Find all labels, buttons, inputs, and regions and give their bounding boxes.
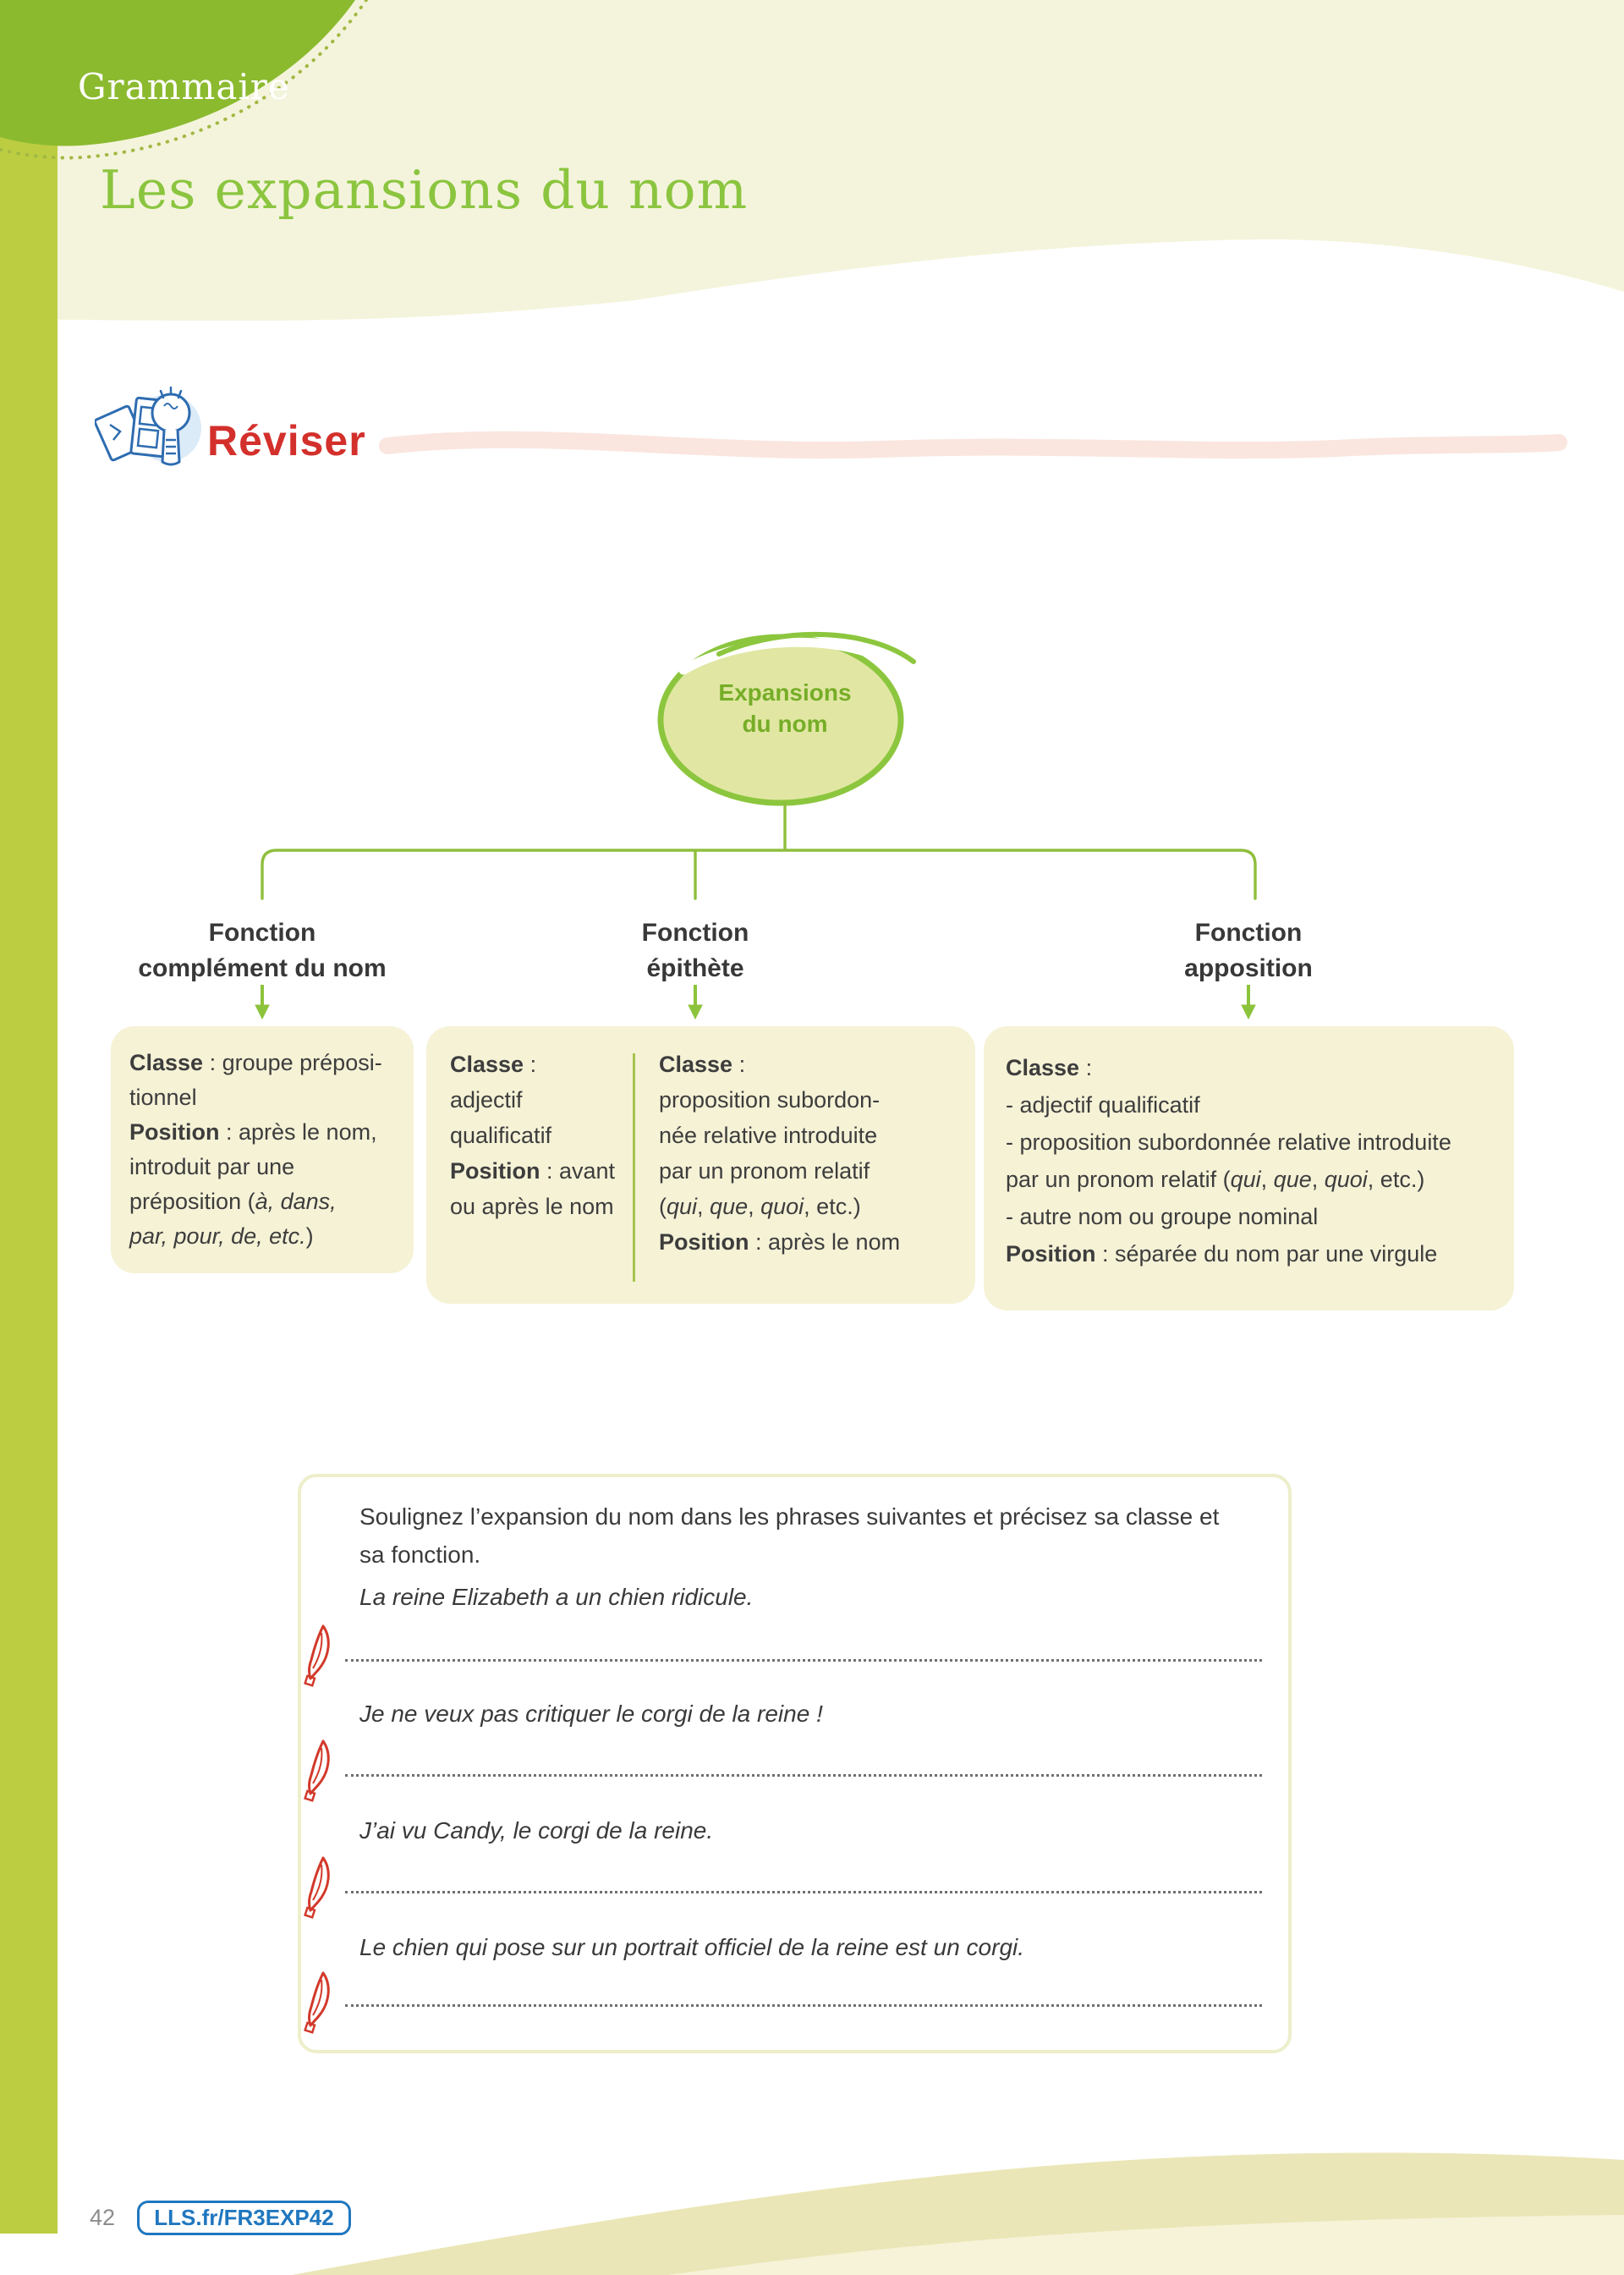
note-text-epithete-relative: Classe : proposition subordon- née relative introduite par un pronom relatif (qui, que, quoi, etc.) Position : après le nom: [659, 1052, 901, 1255]
reviser-pink-wave: [387, 440, 1559, 450]
branch-label-complement: Fonction complément du nom: [138, 919, 387, 982]
answer-line-2[interactable]: [345, 1774, 1262, 1777]
pen-icon: [298, 1623, 338, 1689]
exercise-instruction: Soulignez l’expansion du nom dans les phrases suivantes et précisez sa classe et sa fonction.: [359, 1503, 1220, 1568]
pen-icon: [298, 1738, 338, 1804]
note-box-complement: [111, 1026, 414, 1273]
note-text-epithete-adjective: Classe : adjectif qualificatif Position : avant ou après le nom: [450, 1052, 616, 1219]
pen-icon: [298, 1855, 338, 1921]
answer-line-3[interactable]: [345, 1891, 1262, 1893]
pen-icon: [298, 1970, 338, 2036]
note-box-apposition: [984, 1026, 1514, 1311]
diagram-root-label: Expansions du nom: [718, 679, 852, 737]
tree-connector: [262, 803, 1255, 898]
section-label: Grammaire: [78, 66, 290, 107]
page-number: 42: [90, 2205, 116, 2230]
page-title: Les expansions du nom: [100, 159, 749, 221]
left-strip: [0, 125, 58, 2234]
exercise-sentence-2: Je ne veux pas critiquer le corgi de la reine !: [359, 1701, 823, 1727]
exercise-sentence-1: La reine Elizabeth a un chien ridicule.: [359, 1584, 754, 1610]
branch-label-apposition: Fonction apposition: [1184, 919, 1313, 982]
answer-line-4[interactable]: [345, 2004, 1262, 2007]
branch-arrows: [255, 985, 1255, 1019]
reviser-icon: [95, 381, 206, 475]
exercise-sentence-3: J’ai vu Candy, le corgi de la reine.: [359, 1817, 714, 1844]
note-box-epithete: [426, 1026, 975, 1304]
exercise-sentence-4: Le chien qui pose sur un portrait officiel de la reine est un corgi.: [359, 1934, 1025, 1960]
branch-label-epithete: Fonction épithète: [641, 919, 749, 982]
answer-line-1[interactable]: [345, 1659, 1262, 1662]
note-text-apposition: Classe : - adjectif qualificatif - proposition subordonnée relative introduite par un pronom relatif (qui, que, quoi, etc.) - autre nom ou groupe nominal Position : séparée du nom par une virgule: [1006, 1055, 1451, 1267]
reviser-heading: Réviser: [207, 417, 366, 464]
link-badge[interactable]: [137, 2201, 351, 2235]
note-text-complement: Classe : groupe préposi- tionnel Position : après le nom, introduit par une préposition (à, dans, par, pour, de, etc.): [129, 1050, 382, 1249]
link-label: LLS.fr/FR3EXP42: [154, 2205, 334, 2230]
